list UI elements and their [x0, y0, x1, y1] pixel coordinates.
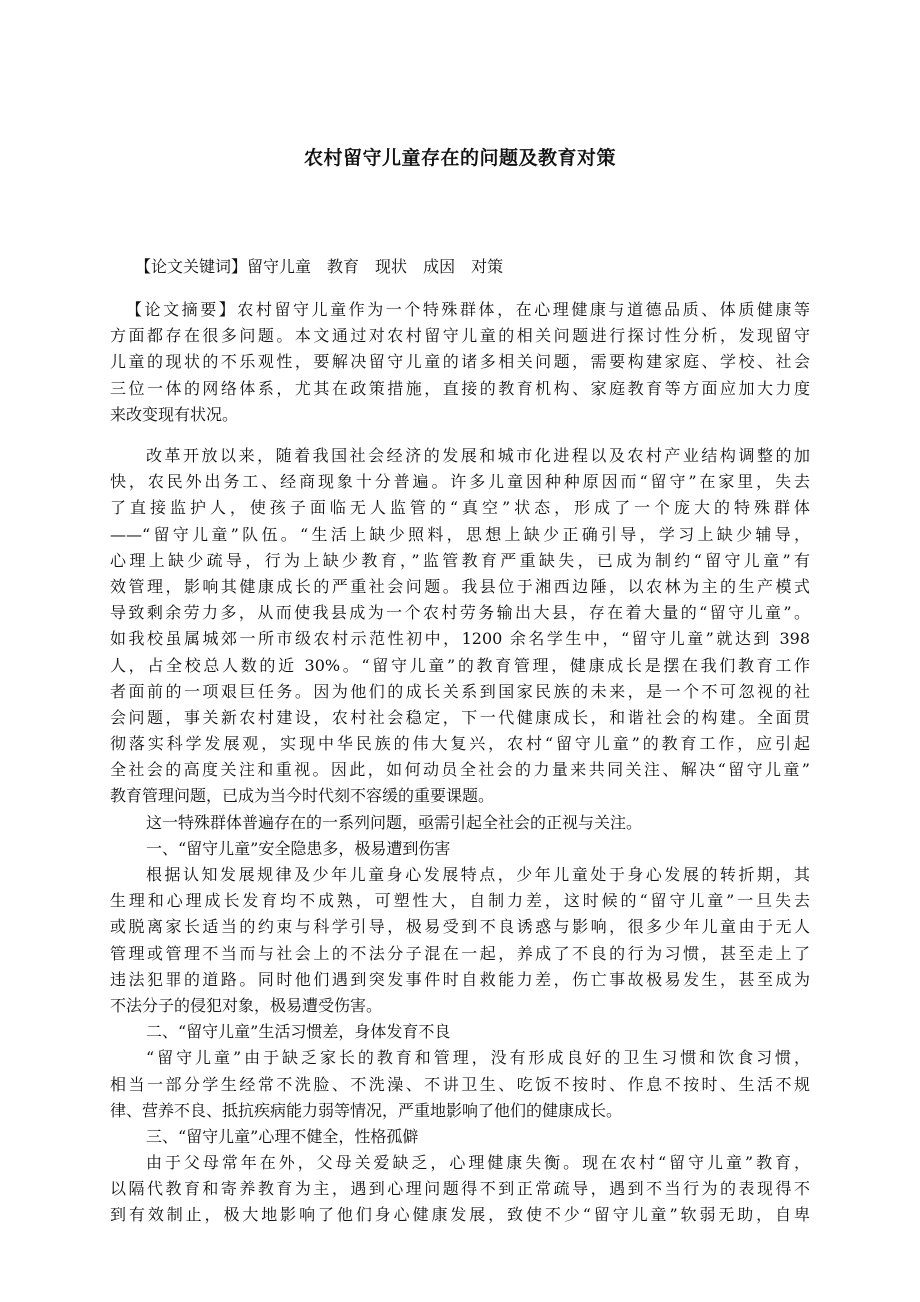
keyword: 教育 — [327, 257, 360, 276]
section-heading: 二、“留守儿童”生活习惯差，身体发育不良 — [146, 1022, 451, 1042]
body-line: 不法分子的侵犯对象，极易遭受伤害。 — [110, 995, 383, 1015]
body-line: 心理上缺少疏导，行为上缺少教育，”监管教育严重缺失，已成为制约“留守儿童”有 — [110, 550, 810, 570]
body-line: 人，占全校总人数的近 30%。“留守儿童”的教育管理，健康成长是摆在我们教育工作 — [110, 655, 810, 675]
body-line: 到有效制止，极大地影响了他们身心健康发展，致使不少“留守儿童”软弱无助，自卑 — [110, 1205, 810, 1225]
abstract-line: 儿童的现状的不乐观性，要解决留守儿童的诸多相关问题，需要构建家庭、学校、社会 — [110, 352, 810, 372]
body-line: 由于父母常年在外，父母关爱缺乏，心理健康失衡。现在农村“留守儿童”教育， — [146, 1153, 810, 1173]
body-line: 以隔代教育和寄养教育为主，遇到心理问题得不到正常疏导，遇到不当行为的表现得不 — [110, 1179, 810, 1199]
body-line: 根据认知发展规律及少年儿童身心发展特点，少年儿童处于身心发展的转折期，其 — [146, 865, 810, 884]
body-line: 快，农民外出务工、经商现象十分普遍。许多儿童因种种原因而“留守”在家里，失去 — [110, 472, 810, 492]
keyword: 留守儿童 — [247, 257, 312, 276]
keywords-label: 【论文关键词】 — [135, 257, 248, 276]
body-line: 管理或管理不当而与社会上的不法分子混在一起，养成了不良的行为习惯，甚至走上了 — [110, 943, 810, 963]
body-line: 相当一部分学生经常不洗脸、不洗澡、不讲卫生、吃饭不按时、作息不按时、生活不规 — [110, 1074, 810, 1094]
body-line: 会问题，事关新农村建设，农村社会稳定，下一代健康成长，和谐社会的构建。全面贯 — [110, 707, 810, 727]
body-line: 律、营养不良、抵抗疾病能力弱等情况，严重地影响了他们的健康成长。 — [110, 1100, 623, 1120]
section-heading: 一、“留守儿童”安全隐患多，极易遭到伤害 — [146, 838, 451, 858]
body-line: 效管理，影响其健康成长的严重社会问题。我县位于湘西边陲，以农林为主的生产模式 — [110, 576, 810, 596]
body-line: ——“留守儿童”队伍。“生活上缺少照料，思想上缺少正确引导，学习上缺少辅导， — [110, 524, 810, 544]
body-line: 者面前的一项艰巨任务。因为他们的成长关系到国家民族的未来，是一个不可忽视的社 — [110, 681, 810, 701]
body-line: 违法犯罪的道路。同时他们遇到突发事件时自救能力差，伤亡事故极易发生，甚至成为 — [110, 969, 810, 989]
document-title: 农村留守儿童存在的问题及教育对策 — [303, 147, 616, 169]
body-text — [110, 443, 810, 1229]
body-line: 这一特殊群体普遍存在的一系列问题，亟需引起全社会的正视与关注。 — [146, 812, 643, 832]
body-line: “留守儿童”由于缺乏家长的教育和管理，没有形成良好的卫生习惯和饮食习惯， — [146, 1048, 810, 1068]
body-line: 教育管理问题，已成为当今时代刻不容缓的重要课题。 — [110, 786, 495, 806]
abstract-line: 【论文摘要】农村留守儿童作为一个特殊群体，在心理健康与道德品质、体质健康等 — [126, 300, 810, 319]
body-line: 生理和心理成长发育均不成熟，可塑性大，自制力差，这时候的“留守儿童”一旦失去 — [110, 891, 810, 911]
keywords-line — [135, 254, 503, 280]
abstract-line: 来改变现有状况。 — [110, 404, 239, 424]
body-line: 如我校虽属城郊一所市级农村示范性初中，1200 余名学生中，“留守儿童”就达到 398 — [110, 629, 810, 649]
body-line: 彻落实科学发展观，实现中华民族的伟大复兴，农村“留守儿童”的教育工作，应引起 — [110, 734, 810, 754]
abstract-line: 方面都存在很多问题。本文通过对农村留守儿童的相关问题进行探讨性分析，发现留守 — [110, 326, 810, 346]
body-line: 了直接监护人，使孩子面临无人监管的“真空”状态，形成了一个庞大的特殊群体 — [110, 498, 810, 518]
body-line: 导致剩余劳力多，从而使我县成为一个农村劳务输出大县，存在着大量的“留守儿童”。 — [110, 603, 810, 623]
section-heading: 三、“留守儿童”心理不健全，性格孤僻 — [146, 1126, 419, 1146]
body-line: 或脱离家长适当的约束与科学引导，极易受到不良诱惑与影响，很多少年儿童由于无人 — [110, 917, 810, 937]
abstract-paragraph — [110, 297, 810, 428]
keyword: 对策 — [471, 257, 504, 276]
keyword: 成因 — [423, 257, 456, 276]
body-line: 全社会的高度关注和重视。因此，如何动员全社会的力量来共同关注、解决“留守儿童” — [110, 760, 810, 780]
abstract-line: 三位一体的网络体系，尤其在政策措施，直接的教育机构、家庭教育等方面应加大力度 — [110, 378, 810, 398]
body-line: 改革开放以来，随着我国社会经济的发展和城市化进程以及农村产业结构调整的加 — [146, 446, 810, 465]
keyword: 现状 — [375, 257, 408, 276]
